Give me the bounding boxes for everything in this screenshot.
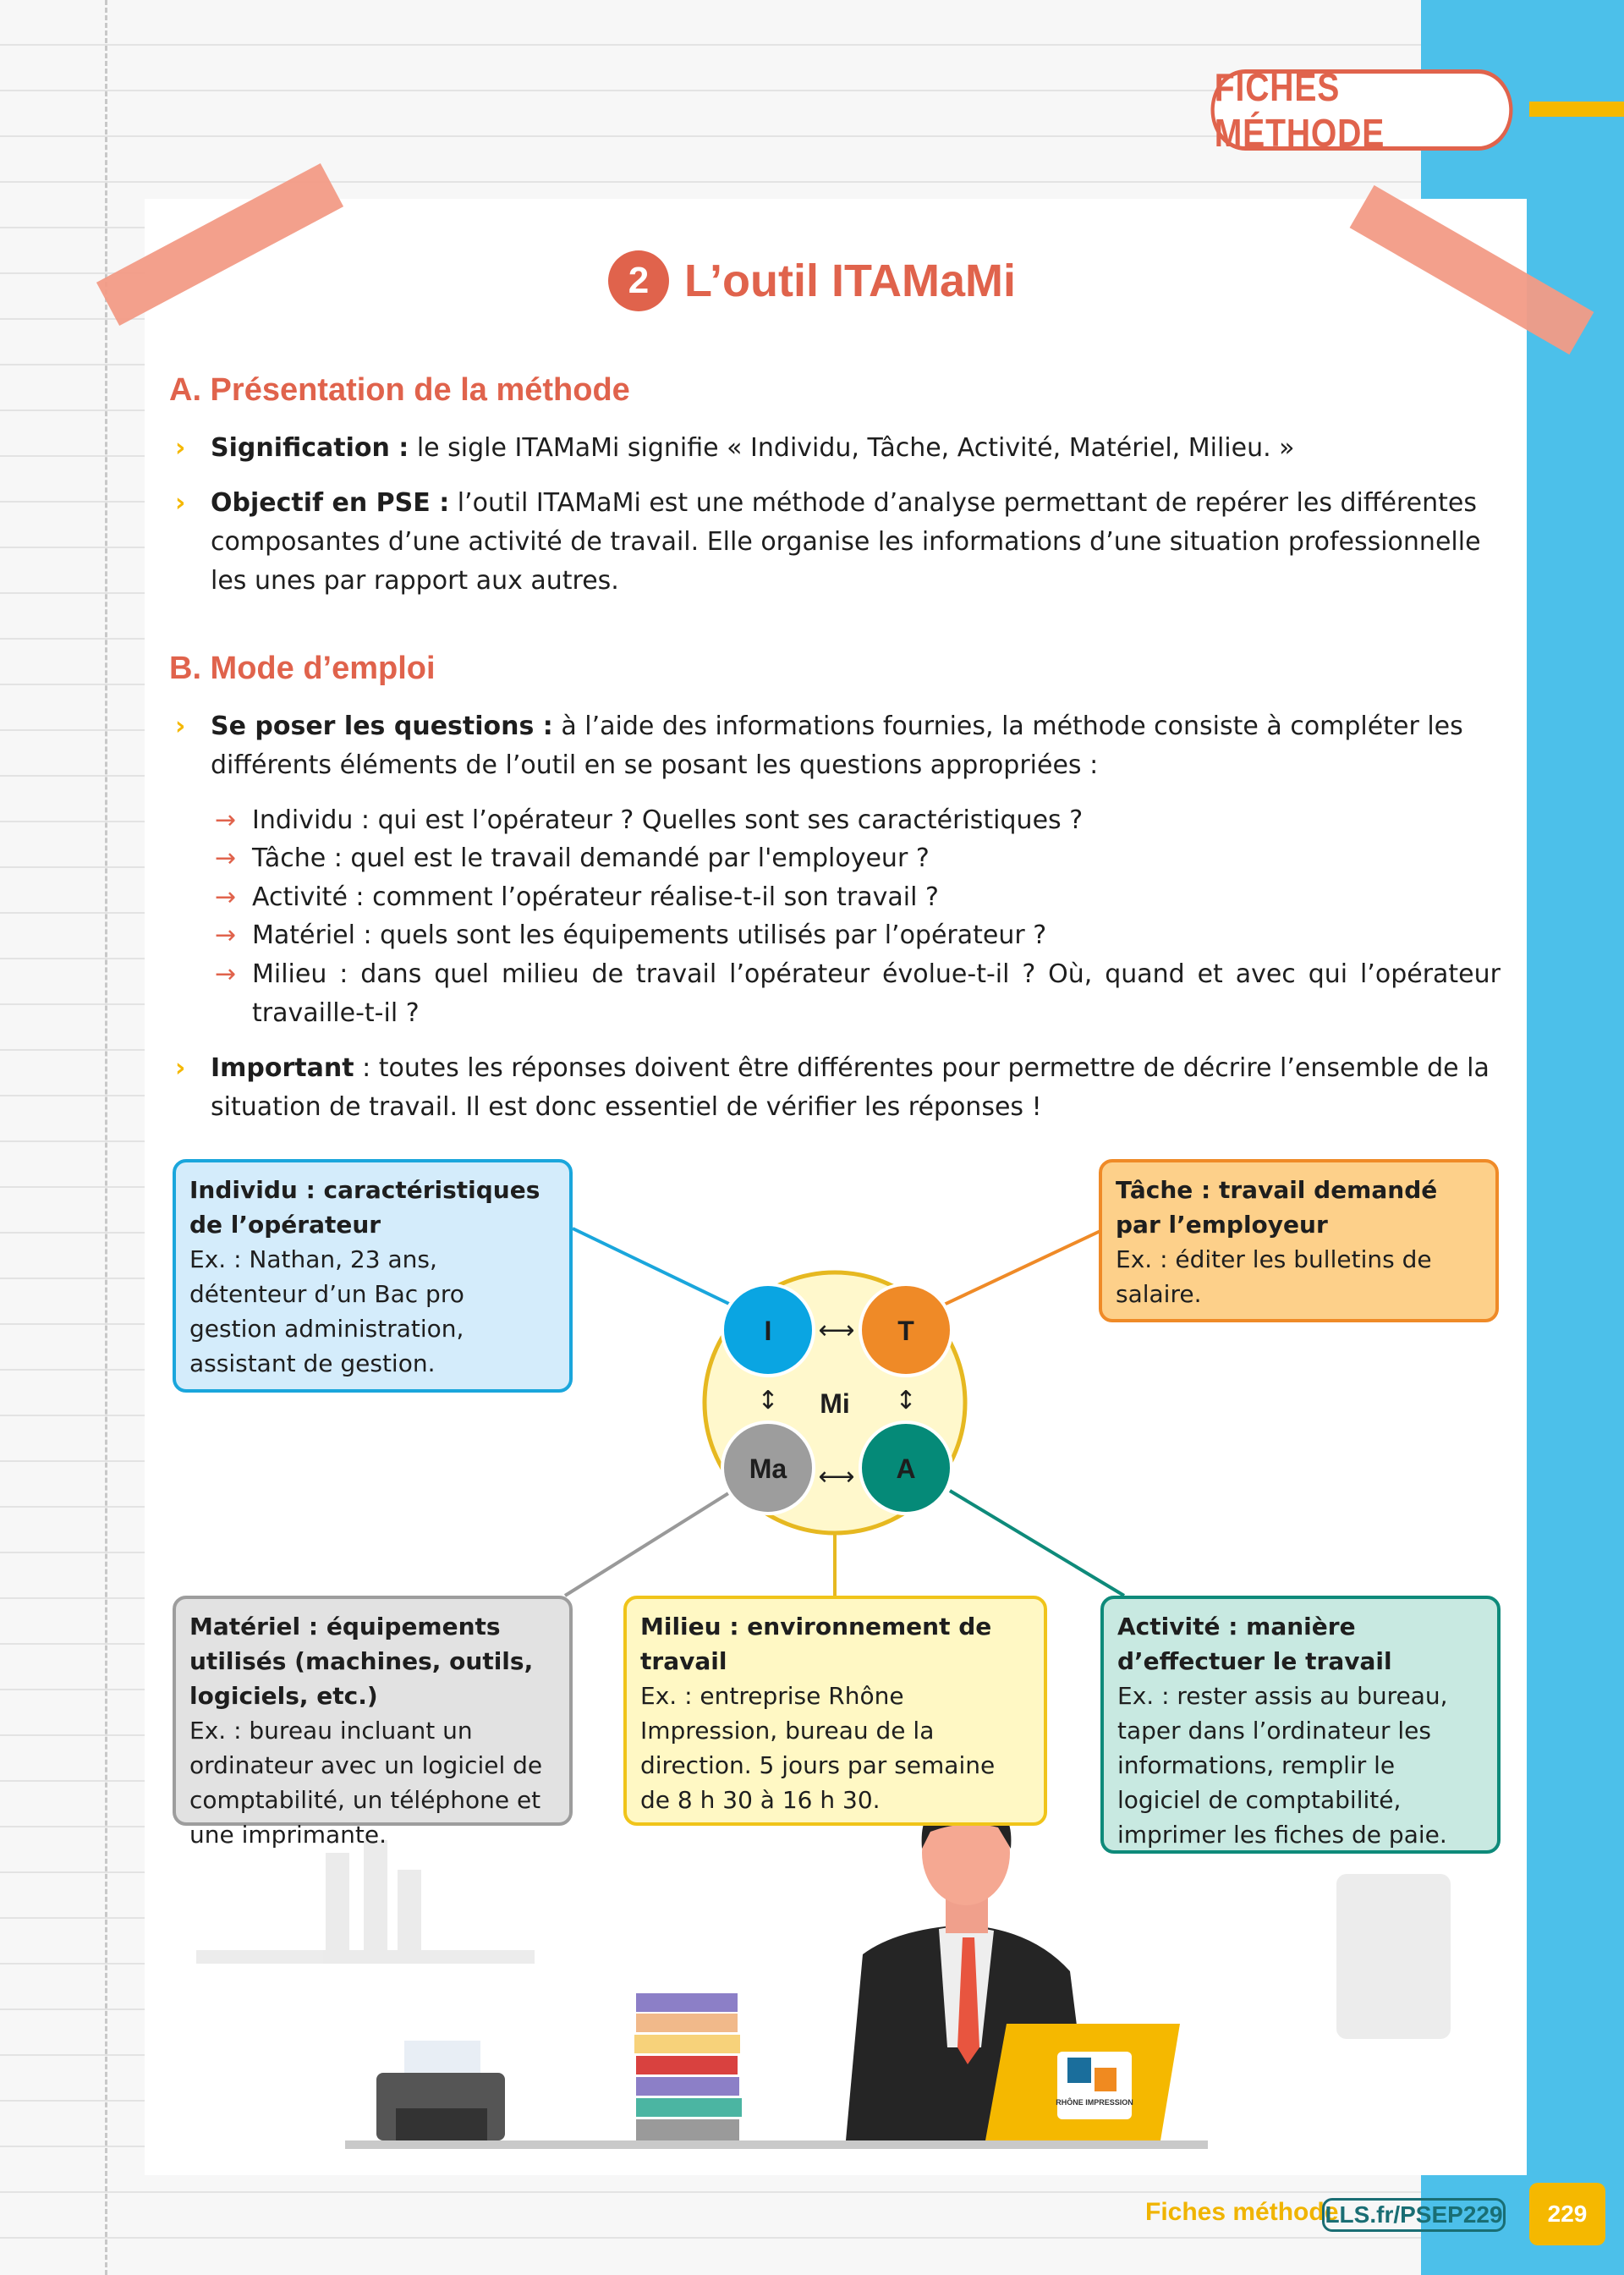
question-item: Individu : qui est l’opérateur ? Quelles sont ses caractéristiques ? — [252, 805, 1084, 835]
connector-tache — [942, 1230, 1102, 1305]
arrow-icon: → — [215, 882, 237, 912]
node-i-label: I — [764, 1316, 772, 1346]
heading-a: A. Présentation de la méthode — [169, 372, 630, 408]
box-milieu: Milieu : environnement de travail Ex. : entreprise Rhône Impression, bureau de la direction. 5 jours par semaine de 8 h 30 à 16 h 30. — [623, 1596, 1047, 1826]
question-item: Activité : comment l’opérateur réalise-t-il son travail ? — [252, 882, 939, 912]
svg-text:⟷: ⟷ — [818, 1462, 855, 1492]
shelf-decor — [196, 1840, 1451, 2039]
question-item: Milieu : dans quel milieu de travail l’opérateur évolue-t-il ? Où, quand et avec qui l’opérateur travaille-t-il ? — [252, 959, 1501, 1028]
question-item: Tâche : quel est le travail demandé par l'employeur ? — [252, 844, 930, 873]
svg-text:↕: ↕ — [757, 1386, 779, 1415]
box-materiel: Matériel : équipements utilisés (machines, outils, logiciels, etc.) Ex. : bureau incluant un ordinateur avec un logiciel de comptabilité, un téléphone et une imprimante. — [173, 1596, 573, 1826]
item-objectif: › Objectif en PSE : l’outil ITAMaMi est une méthode d’analyse permettant de repérer les différentes composantes d’une activité de travail. Elle organise les informations d’une situation professionnelle les unes par rapport aux autres. — [175, 488, 1481, 596]
svg-text:⟷: ⟷ — [818, 1316, 855, 1345]
title-number: 2 — [608, 250, 669, 311]
item-signification: › Signification : le sigle ITAMaMi signifie « Individu, Tâche, Activité, Matériel, Milieu. » — [175, 433, 1295, 463]
arrow-icon: → — [215, 959, 237, 989]
section-badge: FICHES MÉTHODE — [1211, 69, 1513, 151]
arrow-icon: → — [215, 805, 237, 835]
page-number: 229 — [1529, 2183, 1605, 2245]
box-tache: Tâche : travail demandé par l’employeur Ex. : éditer les bulletins de salaire. — [1099, 1159, 1499, 1322]
item-questions: › Se poser les questions : à l’aide des informations fournies, la méthode consiste à compléter les différents éléments de l’outil en se posant les questions appropriées : — [175, 712, 1463, 780]
footer-section: Fiches méthode — [1145, 2198, 1339, 2226]
connector-activite — [950, 1491, 1124, 1596]
laptop-icon — [985, 2024, 1180, 2140]
item-important: › Important : toutes les réponses doivent être différentes pour permettre de décrire l’ensemble de la situation de travail. Il est donc essentiel de vérifier les réponses ! — [175, 1053, 1490, 1122]
box-individu: Individu : caractéristiques de l’opérateur Ex. : Nathan, 23 ans, détenteur d’un Bac pro gestion administration, assistant de gestion. — [173, 1159, 573, 1393]
box-activite: Activité : manière d’effectuer le travail Ex. : rester assis au bureau, taper dans l’ordinateur les informations, remplir le logiciel de comptabilité, imprimer les fiches de paie. — [1100, 1596, 1501, 1854]
laptop-logo-text: RHÔNE IMPRESSION — [1056, 2098, 1133, 2107]
heading-b: B. Mode d’emploi — [169, 651, 436, 686]
desk — [345, 2140, 1208, 2149]
arrow-icon: → — [215, 920, 237, 950]
footer-link[interactable]: LLS.fr/PSEP229 — [1322, 2198, 1506, 2232]
question-item: Matériel : quels sont les équipements utilisés par l’opérateur ? — [252, 920, 1047, 950]
svg-text:↕: ↕ — [895, 1386, 917, 1415]
center-label: Mi — [820, 1388, 850, 1419]
title-text: L’outil ITAMaMi — [684, 256, 1016, 306]
connector-materiel — [565, 1491, 732, 1596]
connector-individu — [573, 1228, 732, 1305]
arrow-icon: → — [215, 844, 237, 873]
binders-icon — [634, 1993, 742, 2140]
node-ma-label: Ma — [749, 1453, 787, 1484]
node-a-label: A — [896, 1453, 916, 1484]
node-t-label: T — [897, 1316, 914, 1346]
printer-icon — [376, 2041, 505, 2140]
